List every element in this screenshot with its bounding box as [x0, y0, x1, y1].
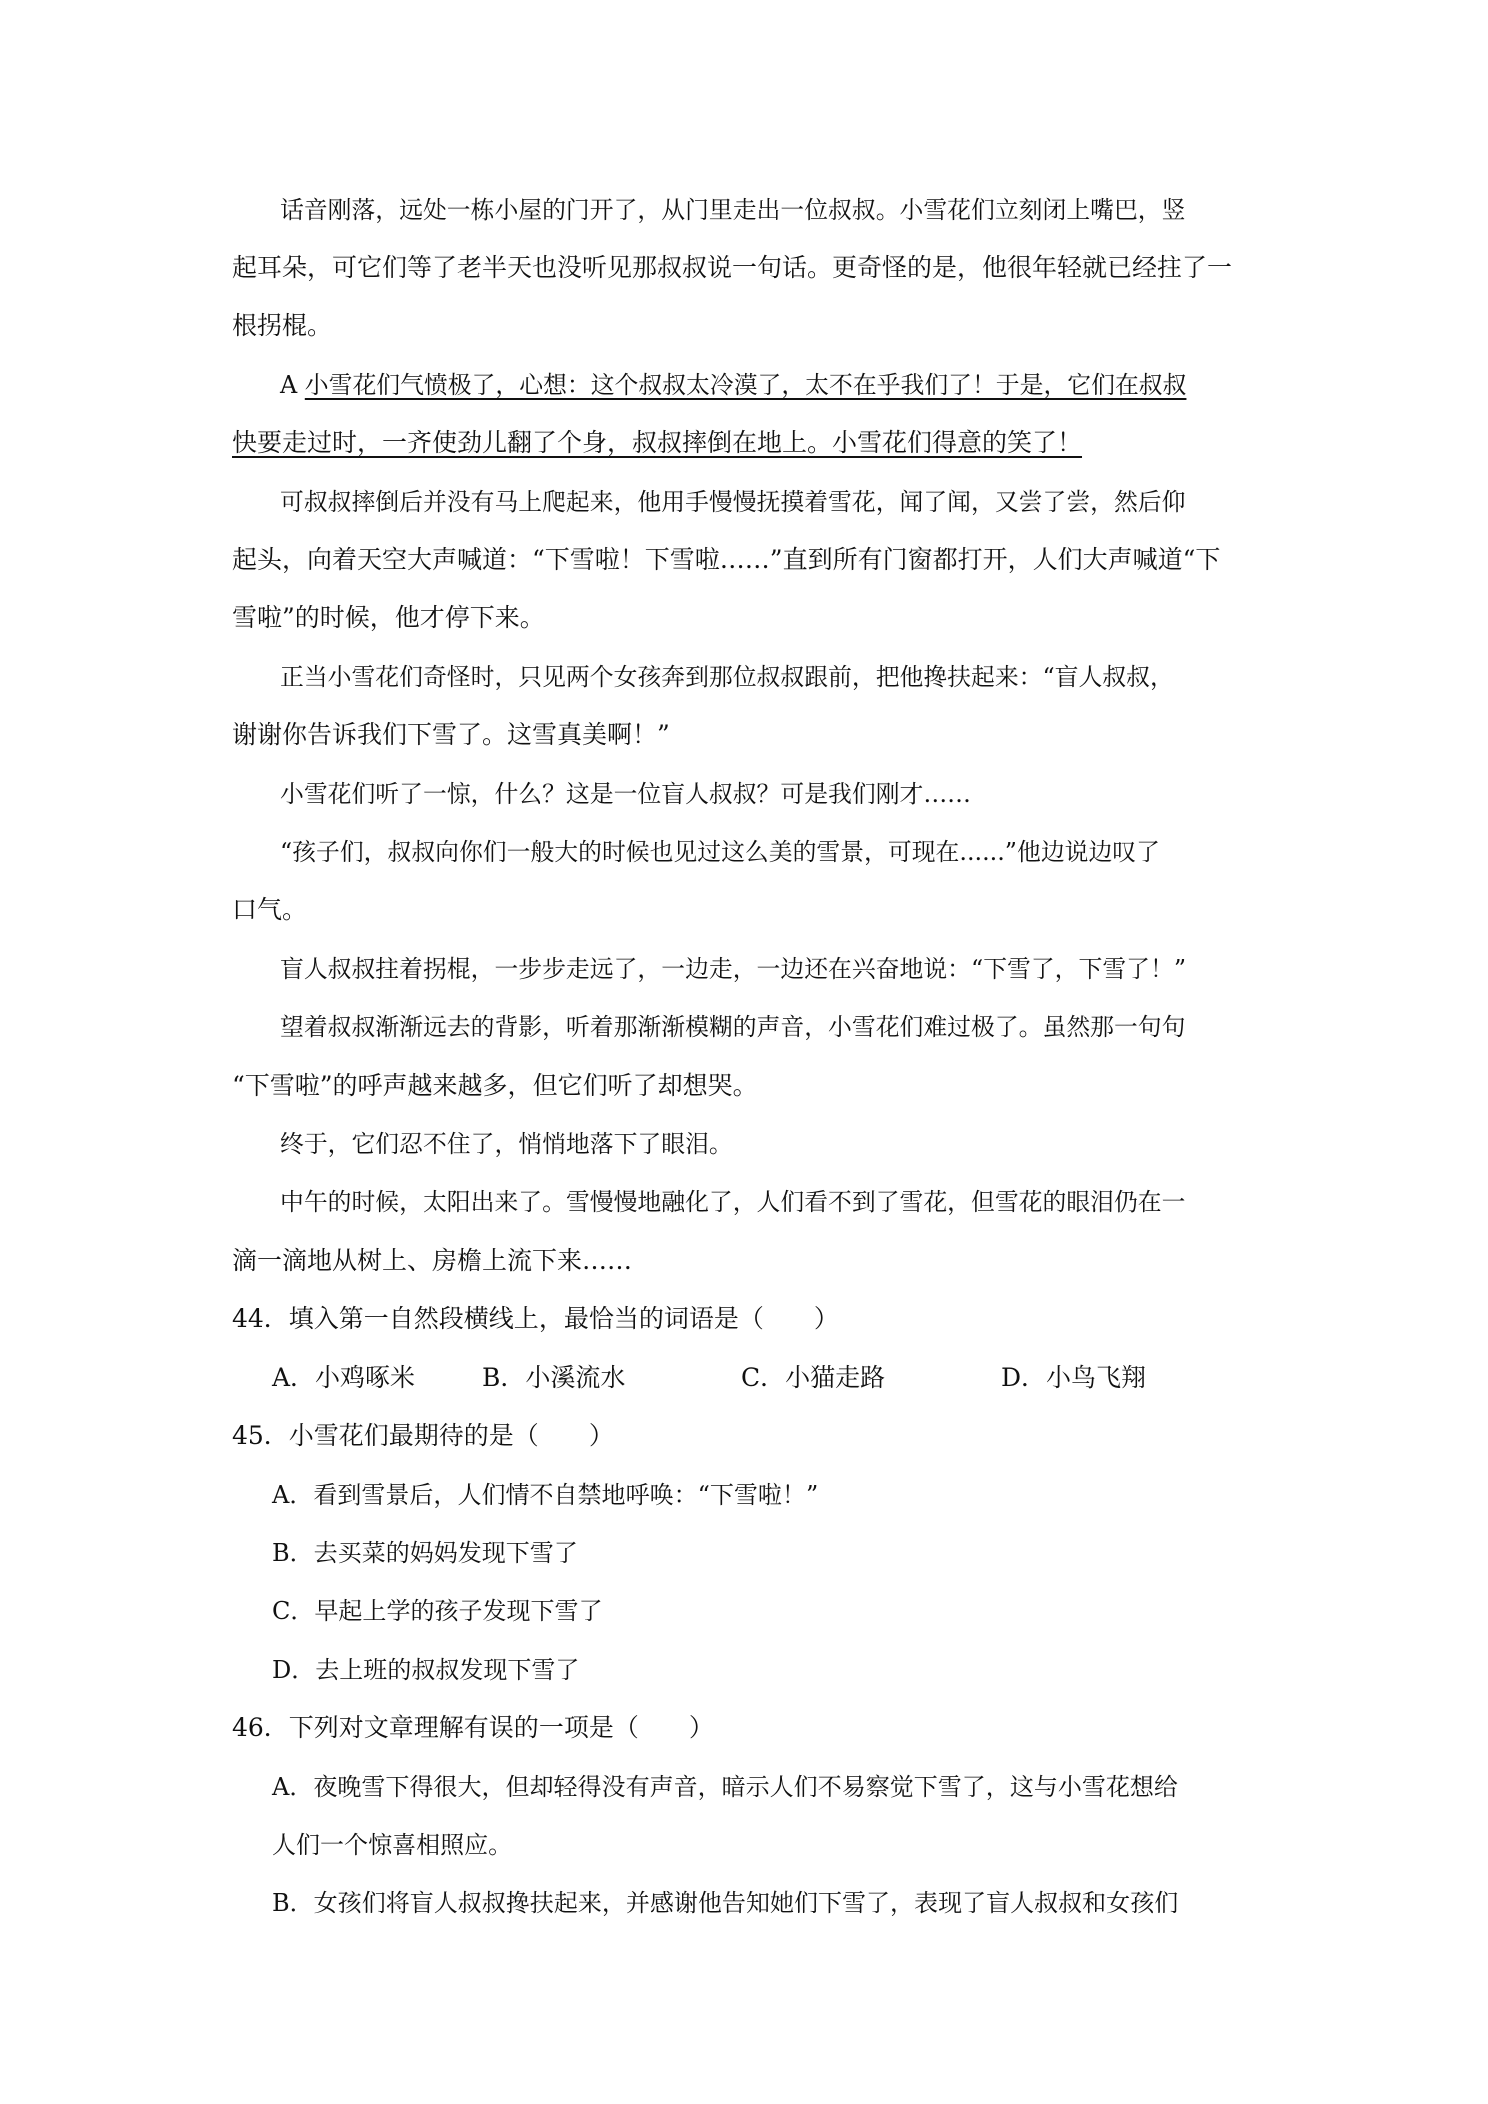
passage-p3-line1: 可叔叔摔倒后并没有马上爬起来，他用手慢慢抚摸着雪花，闻了闻，又尝了尝，然后仰 — [280, 488, 1186, 516]
passage-p2-line2 — [232, 426, 1268, 460]
underline-marker-a: A — [280, 371, 298, 399]
question-45-option-a: A．看到雪景后，人们情不自禁地呼唤：“下雪啦！” — [272, 1481, 819, 1509]
passage-p10-line1: 中午的时候，太阳出来了。雪慢慢地融化了，人们看不到了雪花，但雪花的眼泪仍在一 — [280, 1188, 1186, 1216]
question-44-option-d: D．小鸟飞翔 — [1001, 1363, 1147, 1392]
question-45-option-b: B．去买菜的妈妈发现下雪了 — [272, 1539, 578, 1567]
passage-p10-line2: 滴一滴地从树上、房檐上流下来…… — [232, 1246, 633, 1275]
passage-p5-line1: 小雪花们听了一惊，什么？这是一位盲人叔叔？可是我们刚才…… — [280, 780, 972, 808]
passage-p1-line2: 起耳朵，可它们等了老半天也没听见那叔叔说一句话。更奇怪的是，他很年轻就已经拄了一 — [232, 253, 1233, 282]
passage-p2-line1 — [280, 368, 1316, 402]
underlined-text: 小雪花们气愤极了，心想：这个叔叔太冷漠了，太不在乎我们了！于是，它们在叔叔 — [304, 371, 1187, 399]
question-46-option-a-line2: 人们一个惊喜相照应。 — [272, 1831, 513, 1859]
passage-p6-line1: “孩子们，叔叔向你们一般大的时候也见过这么美的雪景，可现在......”他边说边叹了 — [280, 838, 1160, 866]
question-46-option-b-line1: B．女孩们将盲人叔叔搀扶起来，并感谢他告知她们下雪了，表现了盲人叔叔和女孩们 — [272, 1889, 1179, 1917]
passage-p8-line1: 望着叔叔渐渐远去的背影，听着那渐渐模糊的声音，小雪花们难过极了。虽然那一句句 — [280, 1013, 1186, 1041]
passage-p3-line2: 起头，向着天空大声喊道：“下雪啦！下雪啦……”直到所有门窗都打开，人们大声喊道“下 — [232, 545, 1221, 574]
question-44-option-a: A．小鸡啄米 — [272, 1363, 416, 1392]
passage-p1-line1: 话音刚落，远处一栋小屋的门开了，从门里走出一位叔叔。小雪花们立刻闭上嘴巴，竖 — [280, 196, 1186, 224]
question-45-option-c: C．早起上学的孩子发现下雪了 — [272, 1597, 603, 1625]
question-45-stem: 45．小雪花们最期待的是（ ） — [232, 1421, 614, 1450]
passage-p9-line1: 终于，它们忍不住了，悄悄地落下了眼泪。 — [280, 1130, 733, 1158]
question-44-option-b: B．小溪流水 — [482, 1363, 626, 1392]
passage-p1-line3: 根拐棍。 — [232, 311, 333, 340]
underlined-text: 快要走过时，一齐使劲儿翻了个身，叔叔摔倒在地上。小雪花们得意的笑了！ — [232, 428, 1083, 457]
passage-p4-line2: 谢谢你告诉我们下雪了。这雪真美啊！” — [232, 720, 670, 749]
question-46-stem: 46．下列对文章理解有误的一项是（ ） — [232, 1713, 714, 1742]
question-44-stem: 44．填入第一自然段横线上，最恰当的词语是（ ） — [232, 1304, 839, 1333]
passage-p4-line1: 正当小雪花们奇怪时，只见两个女孩奔到那位叔叔跟前，把他搀扶起来：“盲人叔叔， — [280, 663, 1174, 691]
passage-p3-line3: 雪啦”的时候，他才停下来。 — [232, 603, 545, 632]
question-46-option-a-line1: A．夜晚雪下得很大，但却轻得没有声音，暗示人们不易察觉下雪了，这与小雪花想给 — [272, 1773, 1178, 1801]
question-45-option-d: D．去上班的叔叔发现下雪了 — [272, 1656, 580, 1684]
passage-p7-line1: 盲人叔叔拄着拐棍，一步步走远了，一边走，一边还在兴奋地说：“下雪了，下雪了！” — [280, 955, 1187, 983]
passage-p6-line2: 口气。 — [232, 895, 308, 924]
question-44-option-c: C．小猫走路 — [741, 1363, 886, 1392]
passage-p8-line2: “下雪啦”的呼声越来越多，但它们听了却想哭。 — [232, 1071, 758, 1100]
